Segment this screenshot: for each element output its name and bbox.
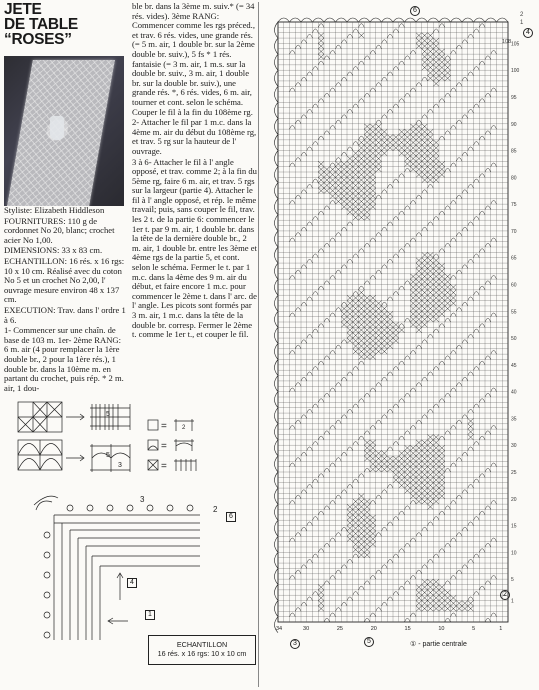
picot-top (67, 505, 193, 511)
column-label: 25 (336, 626, 344, 632)
row-label: 35 (511, 416, 517, 423)
filet-chart (262, 0, 539, 690)
title-line-2: DE TABLE (4, 16, 78, 33)
row-label: 10 (511, 550, 517, 557)
row-label: 25 (511, 470, 517, 476)
filet-chart-grid (262, 0, 539, 690)
row-label: 30 (511, 443, 517, 450)
echantillon-box-title: ECHANTILLON (176, 640, 228, 649)
column-label: 15 (404, 626, 411, 632)
col2-paragraph-2: 2- Attacher le fil par 1 m.c. dans la 4ème m. air du début du 108ème rg, et trav. 5 rg sur la hauteur de l' ouvrage. (132, 117, 257, 156)
row-label: 15 (511, 523, 517, 530)
corner-arc (36, 501, 52, 510)
legend-stitch-label: 2 (182, 425, 186, 431)
chart-top-part-6: 6 (410, 6, 420, 16)
arc-sample (18, 440, 62, 470)
row-label: 45 (511, 362, 517, 369)
column-label: 34 (276, 626, 283, 632)
col2-paragraph-3: 3 à 6- Attacher le fil à l' angle opposé, et trav. comme 2; à la fin du 5ème rg, faire 6 m. air, et trav. 5 rgs sur la largeur (partie 4). Attacher le fil à l' angle opposé, et rép. le même travail; puis, sans couper le fil, trav. les 2 t. de la partie 6: commencer le 1er t. par 9 m. air, 1 double br. dans la tête de la dernière double br., 2 m. air, 1 double br. entre les 3ème et 4ème rgs de la partie 5, et cont. selon le schéma. Fermer le t. par 1 m.c. dans la 4ème des 9 m. air du début, et faire encore 1 m.c. pour commencer le 2ème t. dans l' arc. de l' angle. Les picots sont formés par 3 m. air, 1 m.c. dans la tête de la double br. corresp. Fermer le 2ème t. comme le 1er t., et couper le fil. (132, 156, 257, 340)
col2-paragraph-1: ble br. dans la 3ème m. suiv.* (= 34 rés. vides). 3ème RANG: Commencer comme les rgs préced., et trav. 6 rés. vides, une grande rés. (= 5 m. air, 1 double br. sur la 2ème double br. suiv.), 5 fs * 1 rés. fantaisie (= 3 m. air, 1 m.s. sur la double br. suiv., 3 m. air, 1 double br. sur la double br. suiv.), une grande rés. *, 6 rés. vides, 6 m. air, tourner et cont. selon le schéma. Couper le fil à la fin du 108ème rg. (132, 1, 255, 117)
row-label: 20 (511, 496, 517, 503)
row-label: 60 (511, 282, 517, 289)
title-line-3: “ROSES” (4, 31, 72, 48)
legend-stitch-3 (174, 459, 196, 471)
column-divider (258, 2, 259, 687)
execution-text: EXECUTION: Trav. dans l' ordre 1 à 6. (4, 304, 126, 325)
title-line-1: JETE (4, 1, 42, 18)
column-label: 10 (438, 626, 445, 632)
column-label: 20 (370, 626, 377, 632)
row-label: 55 (511, 309, 517, 316)
column-label: 1 (499, 626, 503, 632)
chart-bottom-part-5: 5 (364, 637, 374, 647)
row-label: 85 (511, 148, 517, 155)
row-label: 1 (511, 598, 514, 605)
sample-label-5b: 5 (106, 452, 110, 459)
legend-arc-square-icon (148, 440, 158, 450)
row-label: 50 (511, 336, 517, 343)
crochet-sample-1 (90, 404, 130, 430)
legend-empty-square-icon (148, 420, 158, 430)
legend-eq-3: = (161, 461, 167, 472)
part-label-6-box: 6 (226, 512, 236, 522)
row-label: 95 (511, 95, 517, 101)
row-label: 70 (511, 228, 517, 235)
row-label: 105 (511, 41, 520, 48)
top-mark-1: 1 (520, 20, 524, 26)
echantillon-box (148, 635, 256, 665)
sample-label-5a: 5 (106, 411, 110, 418)
row-108-label: 108 (502, 39, 512, 45)
partie-centrale-label: ① - partie centrale (410, 641, 467, 648)
row-label: 40 (511, 389, 517, 396)
row-label: 90 (511, 121, 517, 128)
row-label: 65 (511, 255, 517, 262)
crochet-sample-2 (90, 444, 130, 472)
corner-label-3: 3 (140, 495, 145, 504)
part-label-1-box: 1 (145, 610, 155, 620)
chart-side-part-4: 4 (523, 28, 533, 38)
chart-side-part-2: 2 (500, 590, 510, 600)
echantillon-box-value: 16 rés. x 16 rgs: 10 x 10 cm (157, 649, 247, 658)
row-label: 5 (511, 577, 514, 584)
picot-left (44, 532, 50, 638)
top-mark-2: 2 (520, 12, 524, 18)
sample-label-3: 3 (118, 462, 122, 469)
part-label-4-box: 4 (127, 578, 137, 588)
grid-sample (18, 402, 62, 432)
chart-bottom-part-3: 3 (290, 639, 300, 649)
row-label: 75 (511, 202, 517, 209)
legend-stitch-2 (174, 439, 194, 451)
echantillon-text: ECHANTILLON: 16 rés. x 16 rgs: 10 x 10 cm. Réalisé avec du coton No 5 et un crochet No 2,00, l' ouvrage mesure environ 48 x 137 cm. (4, 255, 125, 305)
step1-text: 1- Commencer sur une chaîn. de base de 103 m. 1er- 2ème RANG: 6 m. air (4 pour remplacer la 1ère double br., 2 pour la 1ère rés.), 1 double br. dans la 10ème m. en partant du crochet, puis rép. * 2 m. air, 1 dou- (4, 325, 124, 393)
corner-label-2: 2 (213, 505, 218, 514)
row-label: 100 (511, 68, 520, 75)
legend-eq-2: = (161, 441, 167, 452)
fournitures-text: FOURNITURES: 110 g de cordonnet No 20, blanc; crochet acier No 1,00. (4, 215, 115, 245)
stylist-text: Styliste: Elizabeth Hiddleson (4, 205, 105, 215)
row-label: 80 (511, 175, 517, 182)
dimensions-text: DIMENSIONS: 33 x 83 cm. (4, 245, 103, 256)
column-label: 5 (472, 626, 476, 632)
column-label: 30 (303, 626, 310, 632)
legend-eq-1: = (161, 421, 167, 432)
